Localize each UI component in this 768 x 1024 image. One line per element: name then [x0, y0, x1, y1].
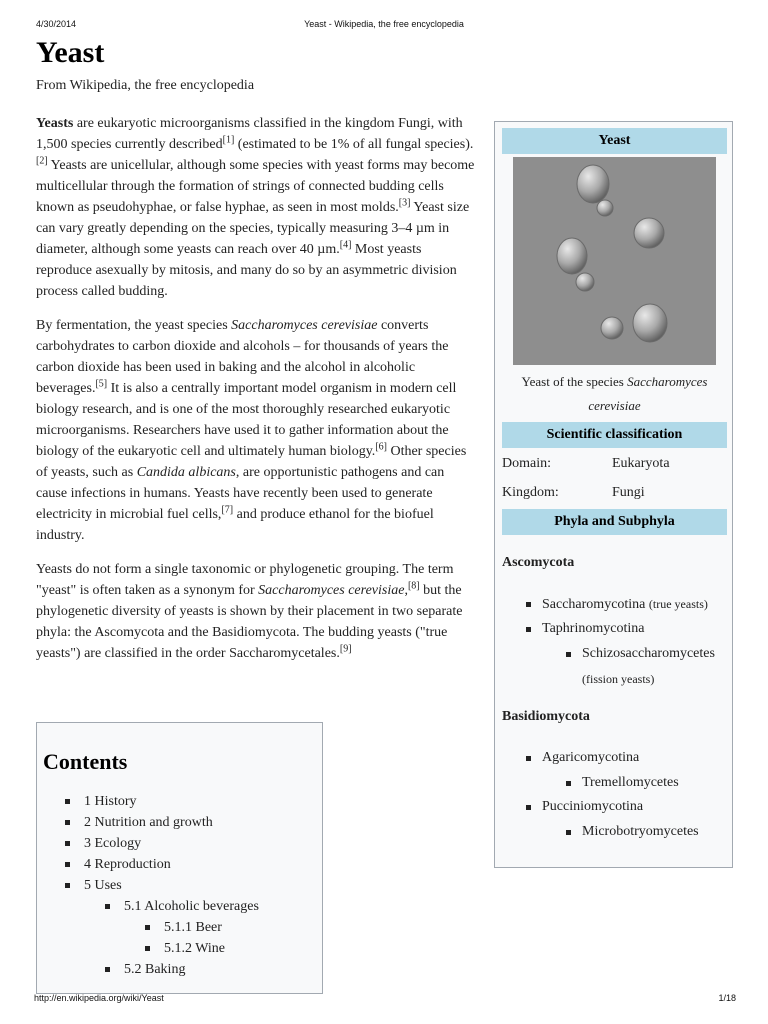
caption-species: Saccharomyces cerevisiae [588, 374, 708, 413]
row-value[interactable]: Fungi [612, 485, 645, 500]
class-item[interactable]: Microbotryomycetes [582, 822, 699, 842]
species-name: Candida albicans [136, 465, 236, 480]
paragraph-fermentation [36, 315, 476, 546]
toc-item[interactable]: 3 Ecology [37, 833, 322, 854]
text: are eukaryotic microorganisms classified in the kingdom Fungi, with 1,500 species currently described [36, 116, 463, 152]
lead-term: Yeasts [36, 116, 74, 131]
subphylum-note: (true yeasts) [648, 597, 708, 611]
print-header [0, 19, 768, 33]
citation-link[interactable]: [6] [375, 441, 387, 453]
species-name: Saccharomyces cerevisiae [231, 318, 378, 333]
class-item[interactable]: Tremellomycetes [582, 773, 679, 793]
toc-item[interactable]: 4 Reproduction [37, 854, 322, 875]
text: By fermentation, the yeast species [36, 318, 232, 333]
toc-item[interactable]: 5.2 Baking [37, 959, 322, 980]
toc-list [37, 791, 322, 980]
species-name: Saccharomyces cerevisiae [258, 583, 405, 598]
text: Other species of yeasts, such as [36, 444, 467, 480]
print-footer [0, 993, 768, 1007]
citation-link[interactable]: [7] [221, 504, 234, 516]
citation-link[interactable]: [2] [36, 155, 48, 167]
infobox-caption [502, 370, 727, 418]
toc-title: Contents [43, 749, 128, 774]
toc-item[interactable]: 2 Nutrition and growth [37, 812, 322, 833]
table-of-contents [36, 722, 323, 994]
citation-link[interactable]: [5] [95, 378, 108, 390]
row-key: Kingdom: [502, 485, 559, 500]
citation-link[interactable]: [1] [222, 134, 235, 146]
paragraph-intro [36, 113, 476, 302]
print-url: http://en.wikipedia.org/wiki/Yeast [34, 993, 164, 1003]
text: Yeast size can vary greatly depending on the species, typically measuring 3–4 µm in diameter, although some yeasts can reach over 40 µm. [36, 200, 470, 257]
text: converts carbohydrates to carbon dioxide and alcohols – for thousands of years the carbon dioxide has been used in baking and the alcohol in alcoholic beverages. [36, 318, 449, 396]
infobox-title: Yeast [502, 128, 727, 154]
classification-header: Scientific classification [502, 422, 727, 448]
text: but the phylogenetic diversity of yeasts is shown by their placement in two separate phyla: the Ascomycota and the Basidiomycota. The budding yeasts ("true yeasts") are classified in the order Saccharomycetales. [36, 583, 463, 661]
print-title: Yeast - Wikipedia, the free encyclopedia [304, 19, 464, 29]
class-note: (fission yeasts) [582, 672, 655, 686]
subphylum-item[interactable]: Agaricomycotina [542, 748, 639, 768]
row-value[interactable]: Eukaryota [612, 456, 670, 471]
article-body [36, 113, 476, 677]
toc-item[interactable]: 5 Uses [37, 875, 322, 896]
toc-item[interactable]: 1 History [37, 791, 322, 812]
text: , are opportunistic pathogens and can cause infections in humans. Yeasts have recently been used to generate electricity in microbial fuel cells, [36, 465, 445, 522]
subphylum-name[interactable]: Saccharomycotina [542, 597, 646, 612]
page-title: Yeast [36, 36, 105, 69]
text: (estimated to be 1% of all fungal species). [234, 137, 474, 152]
citation-link[interactable]: [8] [407, 580, 420, 592]
text: Yeasts are unicellular, although some species with yeast forms may become multicellular through the formation of strings of connected budding cells known as pseudohyphae, or false hyphae, as seen in most molds. [36, 158, 475, 215]
text: It is also a centrally important model organism in modern cell biology research, and is one of the most thoroughly researched eukaryotic microorganisms. Researchers have used it to gather information about the biology of the eukaryotic cell and ultimately human biology. [36, 381, 457, 459]
text: , [404, 583, 408, 598]
class-item[interactable]: Schizosaccharomycetes [582, 644, 715, 664]
print-page-number: 1/18 [718, 993, 736, 1003]
phylum-ascomycota[interactable]: Ascomycota [502, 555, 575, 570]
toc-item[interactable]: 5.1.1 Beer [37, 917, 322, 938]
text: Yeasts do not form a single taxonomic or phylogenetic grouping. The term "yeast" is often taken as a synonym for [36, 562, 454, 598]
infobox [494, 121, 733, 868]
caption-text: Yeast of the species [521, 374, 628, 389]
subphylum-item[interactable] [542, 594, 708, 615]
phyla-header: Phyla and Subphyla [502, 509, 727, 535]
citation-link[interactable]: [9] [339, 643, 352, 655]
page-tagline: From Wikipedia, the free encyclopedia [36, 78, 255, 93]
row-key: Domain: [502, 456, 551, 471]
citation-link[interactable]: [3] [398, 197, 411, 209]
subphylum-item[interactable]: Taphrinomycotina [542, 619, 644, 639]
yeast-micrograph-image [513, 157, 716, 365]
phylum-basidiomycota[interactable]: Basidiomycota [502, 709, 590, 724]
print-date: 4/30/2014 [36, 19, 77, 29]
subphylum-item[interactable]: Pucciniomycotina [542, 797, 643, 817]
text: and produce ethanol for the biofuel industry. [36, 507, 434, 543]
paragraph-taxonomy [36, 559, 476, 664]
text: Most yeasts reproduce asexually by mitosis, and many do so by an asymmetric division process called budding. [36, 242, 457, 299]
toc-item[interactable]: 5.1 Alcoholic beverages [37, 896, 322, 917]
citation-link[interactable]: [4] [339, 239, 352, 251]
yeast-cells-illustration [513, 157, 716, 365]
toc-item[interactable]: 5.1.2 Wine [37, 938, 322, 959]
